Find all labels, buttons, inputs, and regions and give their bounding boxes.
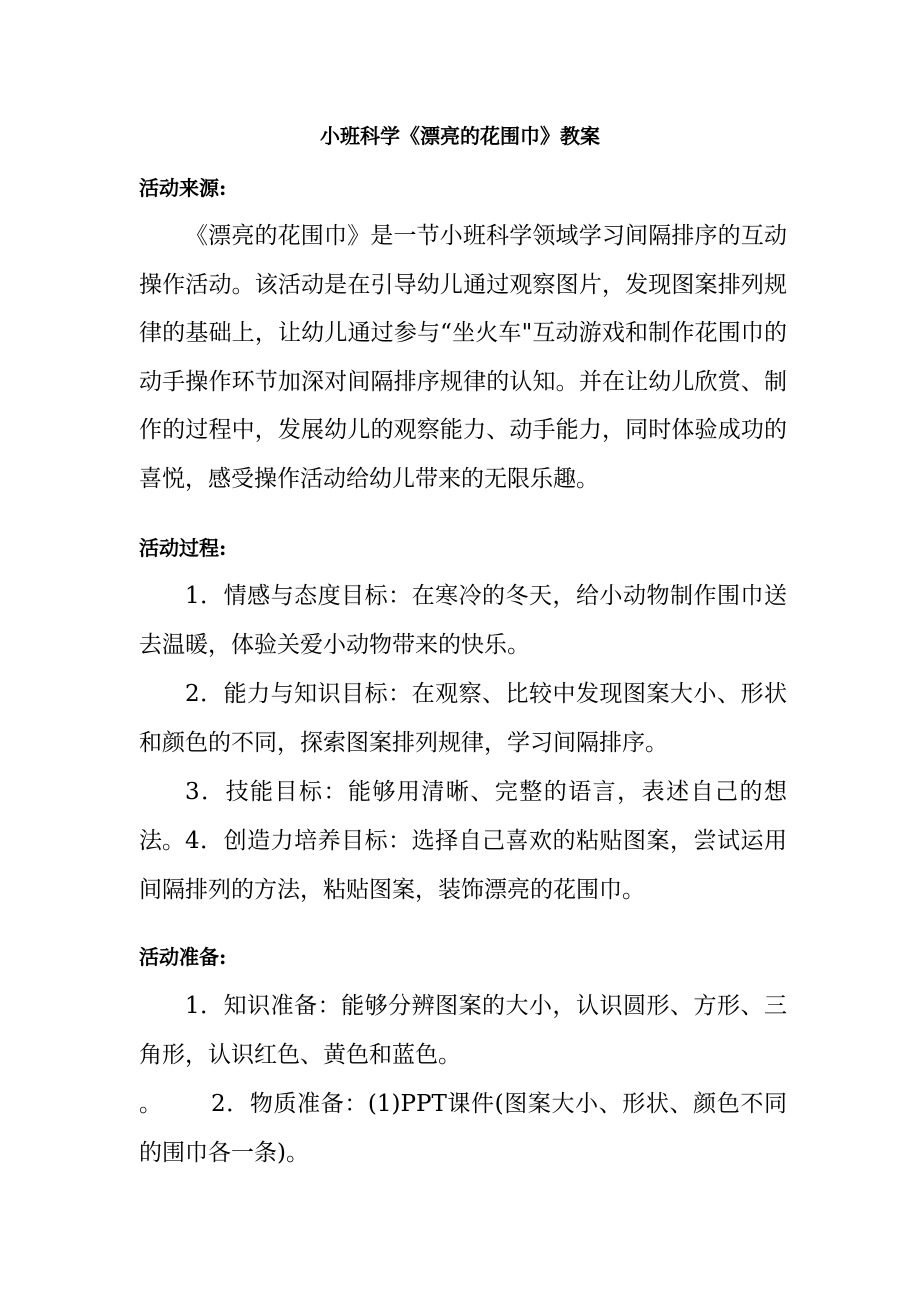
paragraph-goal-2: 2．能力与知识目标：在观察、比较中发现图案大小、形状和颜色的不同，探索图案排列规律，学习间隔排序。 <box>139 681 787 756</box>
paragraph-goal-1: 1．情感与态度目标：在寒冷的冬天，给小动物制作围巾送去温暖，体验关爱小动物带来的快乐。 <box>139 583 787 658</box>
paragraph-goal-3: 3．技能目标：能够用清晰、完整的语言，表述自己的想法。 <box>139 779 787 854</box>
paragraph-goal-4: 4．创造力培养目标：选择自己喜欢的粘贴图案，尝试运用间隔排列的方法，粘贴图案，装饰漂亮的花围巾。 <box>139 828 787 903</box>
section-heading-process: 活动过程: <box>139 536 227 560</box>
section-heading-source: 活动来源: <box>139 176 227 200</box>
section-heading-preparation: 活动准备: <box>139 945 227 969</box>
paragraph-lead-mark: 。 <box>139 1091 162 1117</box>
document-title: 小班科学《漂亮的花围巾》教案 <box>320 124 600 148</box>
paragraph-prep-1: 1．知识准备：能够分辨图案的大小，认识圆形、方形、三角形，认识红色、黄色和蓝色。 <box>139 993 787 1068</box>
paragraph-source: 《漂亮的花围巾》是一节小班科学领域学习间隔排序的互动操作活动。该活动是在引导幼儿通过观察图片，发现图案排列规律的基础上，让幼儿通过参与“坐火车"互动游戏和制作花围巾的动手操作环节加深对间隔排序规律的认知。并在让幼儿欣赏、制作的过程中，发展幼儿的观察能力、动手能力，同时体验成功的喜悦，感受操作活动给幼儿带来的无限乐趣。 <box>139 223 787 492</box>
paragraph-prep-2 <box>139 1080 787 1177</box>
paragraph-prep-2-text: 2．物质准备：(1)PPT课件(图案大小、形状、颜色不同的围巾各一条)。 <box>139 1091 787 1166</box>
